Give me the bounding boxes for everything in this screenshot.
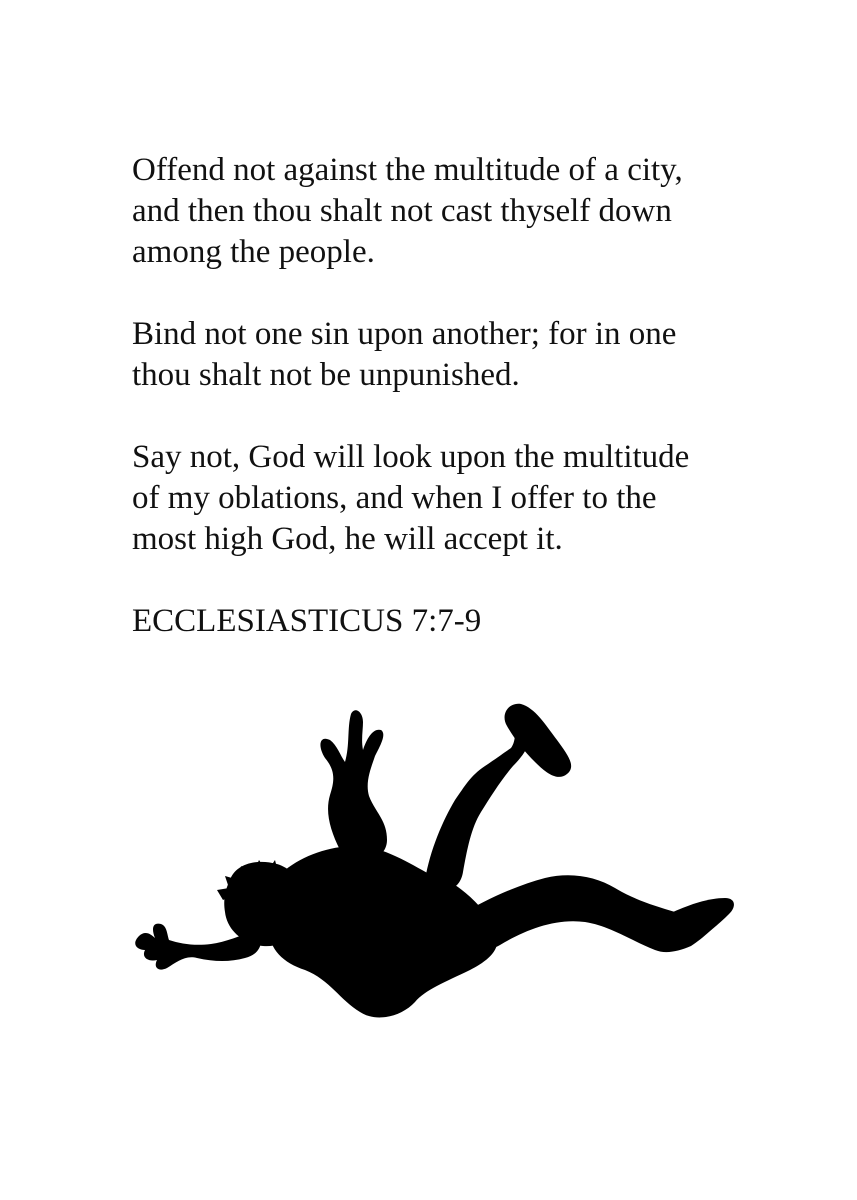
scripture-text xyxy=(132,150,772,642)
verse-line: most high God, he will accept it. xyxy=(132,521,563,557)
verse-line: among the people. xyxy=(132,234,375,270)
verse-line: Offend not against the multitude of a city, xyxy=(132,152,683,188)
falling-man-silhouette-icon xyxy=(125,700,735,1050)
verse-line: Bind not one sin upon another; for in one xyxy=(132,316,677,352)
verse-line: thou shalt not be unpunished. xyxy=(132,357,520,393)
verse-line: Say not, God will look upon the multitude xyxy=(132,439,690,475)
verse-7 xyxy=(132,150,772,273)
verse-8 xyxy=(132,314,772,396)
verse-line: of my oblations, and when I offer to the xyxy=(132,480,657,516)
verse-line: and then thou shalt not cast thyself down xyxy=(132,193,672,229)
verse-9 xyxy=(132,437,772,560)
scripture-reference: ECCLESIASTICUS 7:7-9 xyxy=(132,603,482,639)
